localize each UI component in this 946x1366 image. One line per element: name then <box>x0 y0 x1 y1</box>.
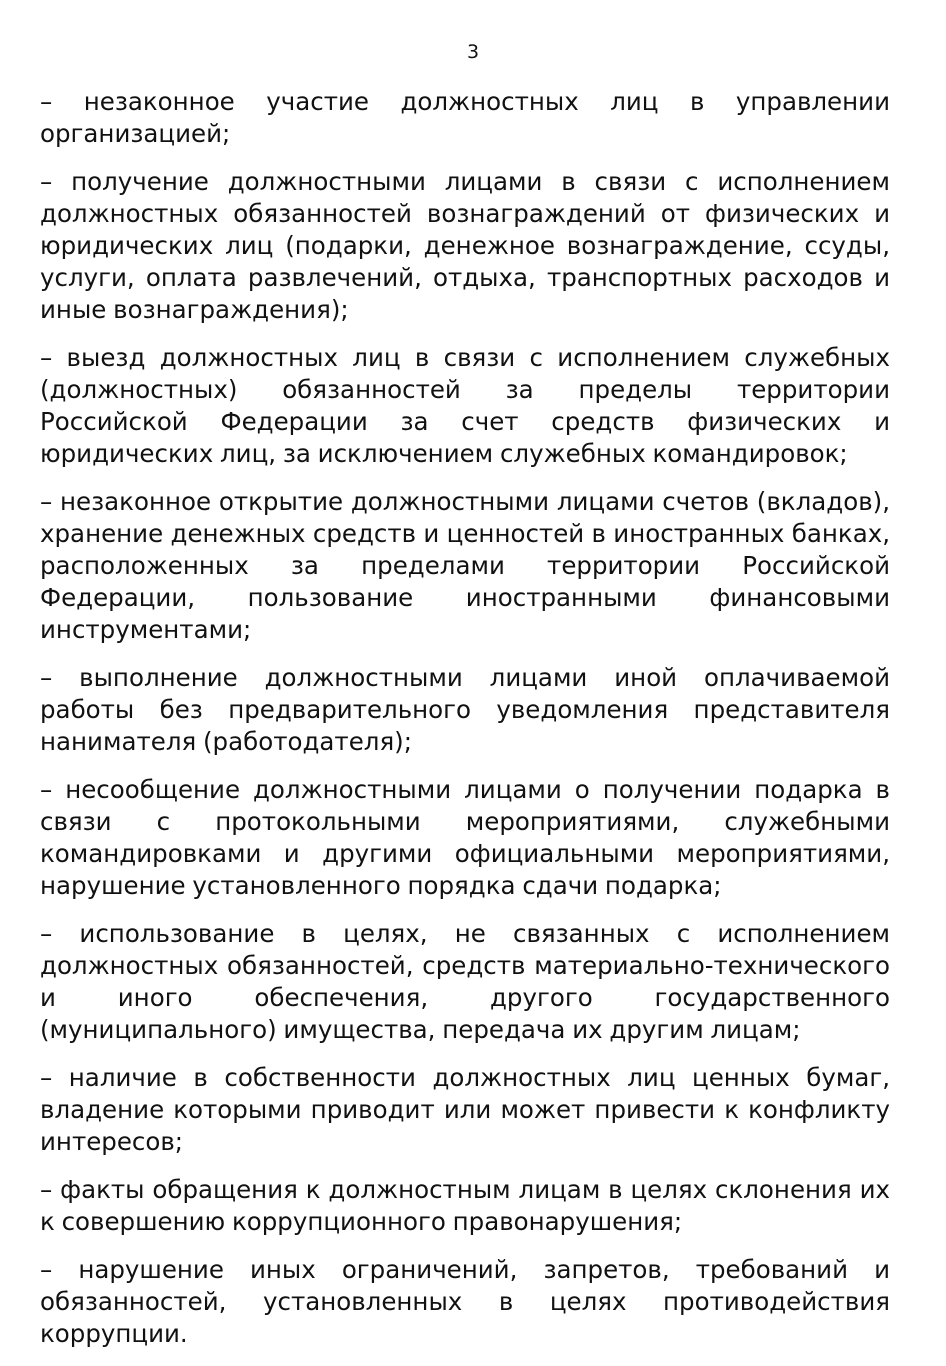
list-item: – наличие в собственности должностных лиц ценных бумаг, владение которыми приводит или может привести к конфликту интересов; <box>40 1063 890 1156</box>
list-item: – использование в целях, не связанных с исполнением должностных обязанностей, средств материально-технического и иного обеспечения, другого государственного (муниципального) имущества, передача их другим лицам; <box>40 919 890 1044</box>
list-item: – факты обращения к должностным лицам в целях склонения их к совершению коррупционного правонарушения; <box>40 1175 890 1236</box>
document-body <box>40 86 890 1366</box>
page-number: 3 <box>466 41 480 63</box>
list-item: – выполнение должностными лицами иной оплачиваемой работы без предварительного уведомления представителя нанимателя (работодателя); <box>40 663 890 756</box>
list-item: – несообщение должностными лицами о получении подарка в связи с протокольными мероприятиями, служебными командировками и другими официальными мероприятиями, нарушение установленного порядка сдачи подарка; <box>40 775 890 900</box>
list-item: – получение должностными лицами в связи с исполнением должностных обязанностей вознаграждений от физических и юридических лиц (подарки, денежное вознаграждение, ссуды, услуги, оплата развлечений, отдыха, транспортных расходов и иные вознаграждения); <box>40 167 890 324</box>
list-item: – нарушение иных ограничений, запретов, требований и обязанностей, установленных в целях противодействия коррупции. <box>40 1255 890 1348</box>
list-item: – незаконное участие должностных лиц в управлении организацией; <box>40 87 890 148</box>
list-item: – выезд должностных лиц в связи с исполнением служебных (должностных) обязанностей за пределы территории Российской Федерации за счет средств физических и юридических лиц, за исключением служебных командировок; <box>40 343 890 468</box>
list-item: – незаконное открытие должностными лицами счетов (вкладов), хранение денежных средств и ценностей в иностранных банках, расположенных за пределами территории Российской Федерации, пользование иностранными финансовыми инструментами; <box>40 487 890 644</box>
